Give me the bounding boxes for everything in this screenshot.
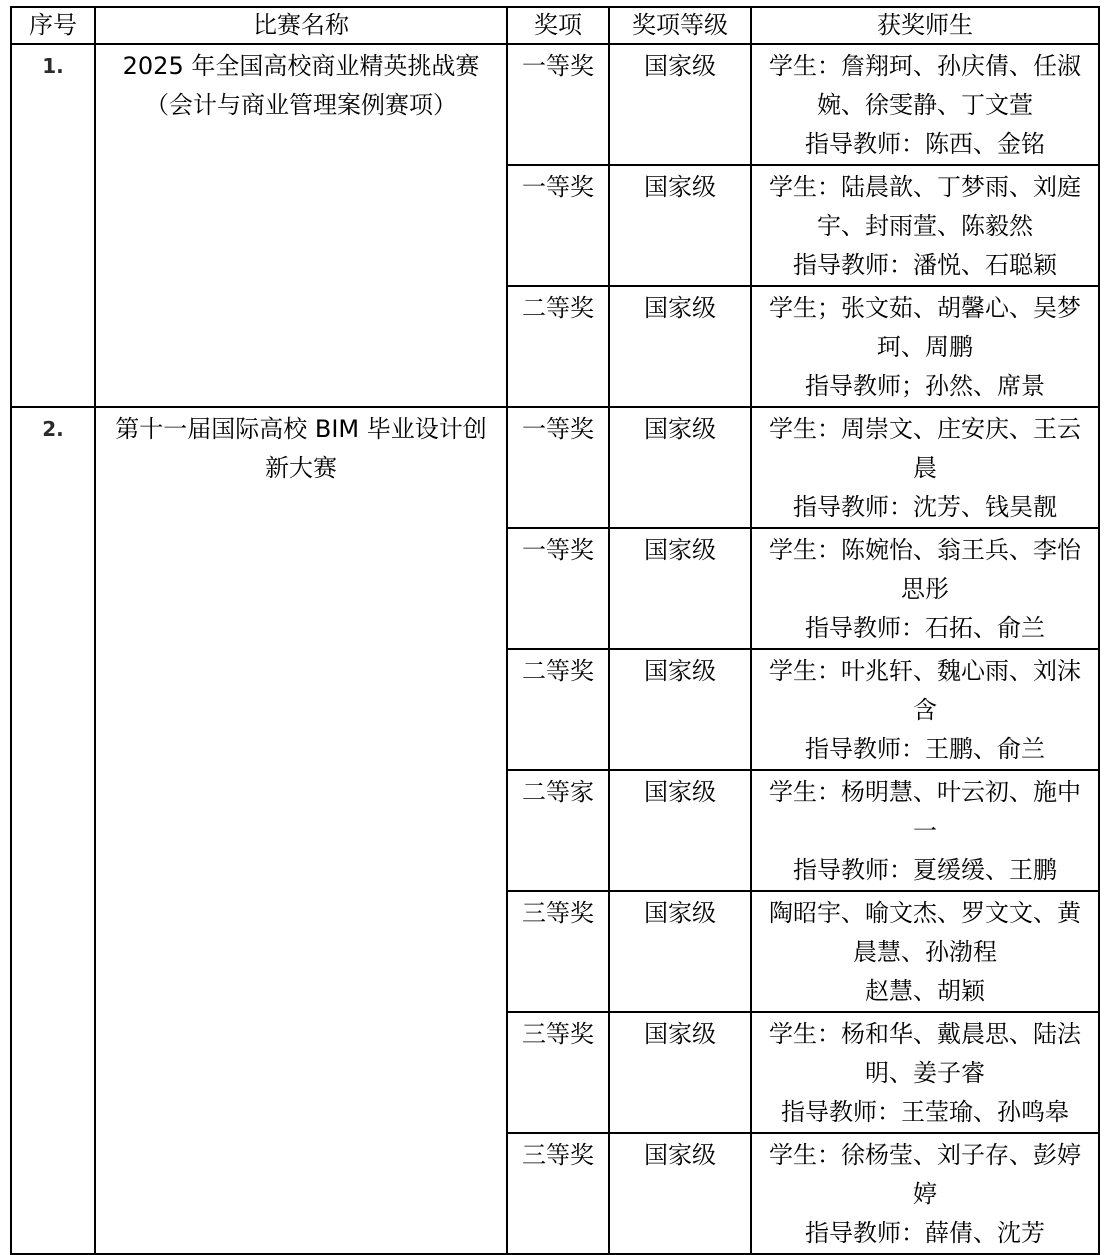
header-award: 奖项: [507, 7, 609, 44]
students-text: 学生：陈婉怡、翁王兵、李怡思彤: [769, 536, 1081, 603]
students-text: 学生：周崇文、庄安庆、王云晨: [769, 415, 1081, 482]
students-text: 陶昭宇、喻文杰、罗文文、黄晨慧、孙渤程: [769, 899, 1081, 966]
students-text: 学生：杨和华、戴晨思、陆法明、姜子睿: [769, 1020, 1081, 1087]
award-cell: 一等奖: [507, 44, 609, 165]
winners-cell: [751, 407, 1099, 528]
level-cell: 国家级: [609, 528, 751, 649]
awards-table-body: [11, 7, 1099, 1254]
header-serial: 序号: [11, 7, 95, 44]
award-cell: 一等奖: [507, 528, 609, 649]
award-cell: 三等奖: [507, 891, 609, 1012]
winners-cell: [751, 891, 1099, 1012]
students-text: 学生：杨明慧、叶云初、施中一: [769, 778, 1081, 845]
level-cell: 国家级: [609, 286, 751, 407]
level-cell: 国家级: [609, 44, 751, 165]
award-cell: 一等奖: [507, 407, 609, 528]
teachers-text: 赵慧、胡颖: [865, 977, 985, 1005]
header-row: [11, 7, 1099, 44]
level-cell: 国家级: [609, 1133, 751, 1254]
winners-cell: [751, 1133, 1099, 1254]
winners-cell: [751, 528, 1099, 649]
award-cell: 一等奖: [507, 165, 609, 286]
teachers-text: 指导教师；孙然、席景: [805, 372, 1045, 400]
students-text: 学生：陆晨歆、丁梦雨、刘庭宇、封雨萱、陈毅然: [769, 173, 1081, 240]
header-winners: 获奖师生: [751, 7, 1099, 44]
serial-cell: 2.: [11, 407, 95, 1254]
table-row: [11, 407, 1099, 528]
teachers-text: 指导教师：王鹏、俞兰: [805, 735, 1045, 763]
level-cell: 国家级: [609, 891, 751, 1012]
level-cell: 国家级: [609, 649, 751, 770]
level-cell: 国家级: [609, 770, 751, 891]
competition-name-cell: 2025 年全国高校商业精英挑战赛（会计与商业管理案例赛项）: [95, 44, 507, 407]
teachers-text: 指导教师：夏缓缓、王鹏: [793, 856, 1057, 884]
winners-cell: [751, 44, 1099, 165]
winners-cell: [751, 1012, 1099, 1133]
students-text: 学生；张文茹、胡馨心、吴梦珂、周鹏: [769, 294, 1081, 361]
teachers-text: 指导教师：潘悦、石聪颖: [793, 251, 1057, 279]
awards-table: [10, 6, 1100, 1255]
header-competition: 比赛名称: [95, 7, 507, 44]
teachers-text: 指导教师：王莹瑜、孙鸣皋: [781, 1098, 1069, 1126]
teachers-text: 指导教师：陈西、金铭: [805, 130, 1045, 158]
award-cell: 二等家: [507, 770, 609, 891]
winners-cell: [751, 286, 1099, 407]
students-text: 学生：叶兆轩、魏心雨、刘沫含: [769, 657, 1081, 724]
level-cell: 国家级: [609, 407, 751, 528]
winners-cell: [751, 649, 1099, 770]
table-row: [11, 44, 1099, 165]
teachers-text: 指导教师：石拓、俞兰: [805, 614, 1045, 642]
students-text: 学生：徐杨莹、刘子存、彭婷婷: [769, 1141, 1081, 1208]
students-text: 学生：詹翔珂、孙庆倩、任淑婉、徐雯静、丁文萱: [769, 52, 1081, 119]
award-cell: 二等奖: [507, 649, 609, 770]
header-level: 奖项等级: [609, 7, 751, 44]
teachers-text: 指导教师：薛倩、沈芳: [805, 1219, 1045, 1247]
award-cell: 三等奖: [507, 1133, 609, 1254]
winners-cell: [751, 770, 1099, 891]
competition-name-cell: 第十一届国际高校 BIM 毕业设计创新大赛: [95, 407, 507, 1254]
winners-cell: [751, 165, 1099, 286]
award-cell: 三等奖: [507, 1012, 609, 1133]
level-cell: 国家级: [609, 1012, 751, 1133]
award-cell: 二等奖: [507, 286, 609, 407]
serial-cell: 1.: [11, 44, 95, 407]
teachers-text: 指导教师：沈芳、钱昊靓: [793, 493, 1057, 521]
level-cell: 国家级: [609, 165, 751, 286]
